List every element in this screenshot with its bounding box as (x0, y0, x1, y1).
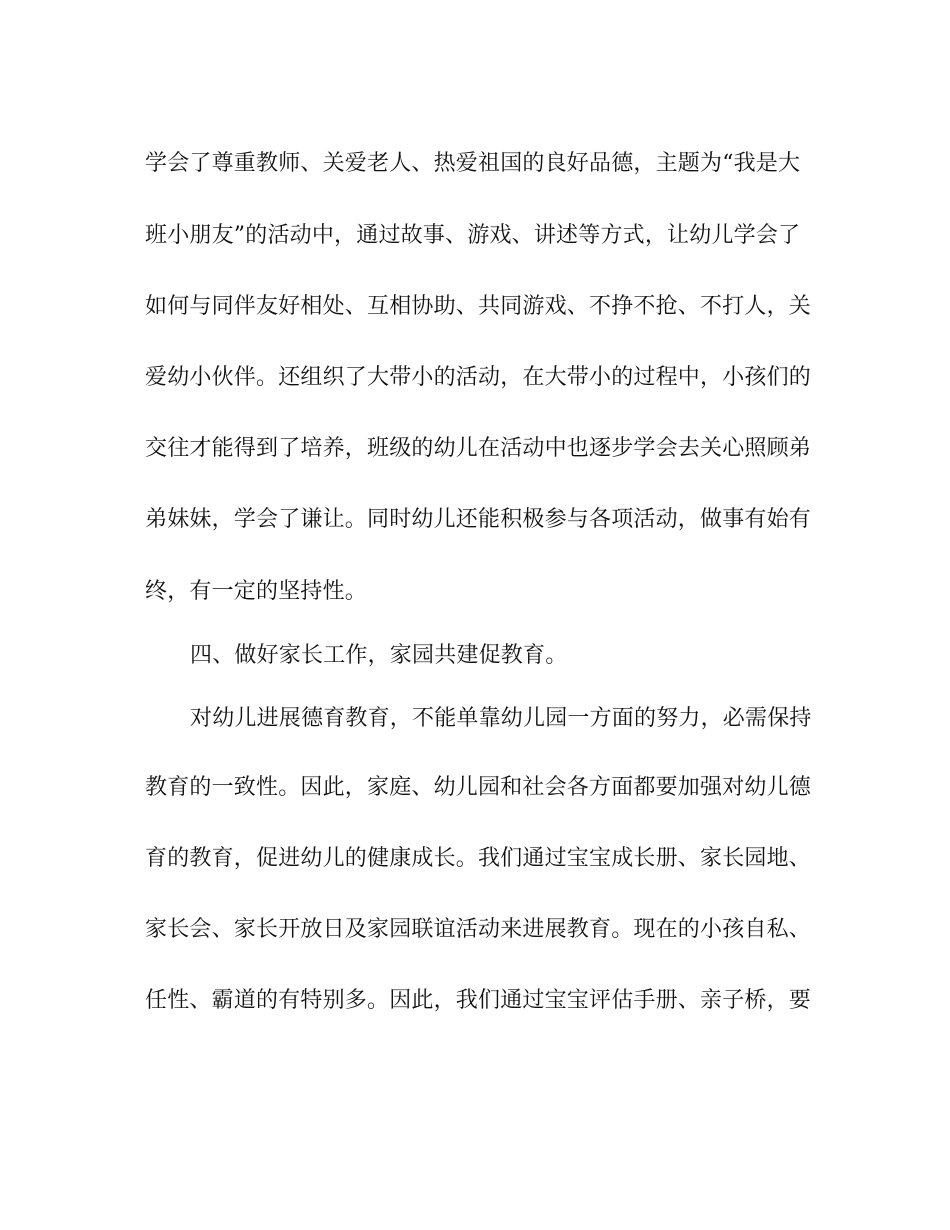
section-heading: 四、做好家长工作，家园共建促教育。 (190, 643, 568, 668)
paragraph-line-12: 任性、霸道的有特别多。因此，我们通过宝宝评估手册、亲子桥，要 (145, 988, 812, 1013)
paragraph-line-2: 班小朋友”的活动中，通过故事、游戏、讲述等方式，让幼儿学会了 (145, 223, 801, 248)
paragraph-line-8: 对幼儿进展德育教育，不能单靠幼儿园一方面的努力，必需保持 (190, 706, 812, 731)
paragraph-line-9: 教育的一致性。因此，家庭、幼儿园和社会各方面都要加强对幼儿德 (145, 775, 812, 800)
paragraph-line-11: 家长会、家长开放日及家园联谊活动来进展教育。现在的小孩自私、 (145, 917, 812, 942)
paragraph-line-10: 育的教育，促进幼儿的健康成长。我们通过宝宝成长册、家长园地、 (145, 846, 812, 871)
paragraph-line-5: 交往才能得到了培养，班级的幼儿在活动中也逐步学会去关心照顾弟 (145, 436, 812, 461)
paragraph-line-6: 弟妹妹，学会了谦让。同时幼儿还能积极参与各项活动，做事有始有 (145, 507, 812, 532)
paragraph-line-7: 终，有一定的坚持性。 (145, 579, 368, 604)
paragraph-line-4: 爱幼小伙伴。还组织了大带小的活动，在大带小的过程中，小孩们的 (145, 365, 812, 390)
paragraph-line-3: 如何与同伴友好相处、互相协助、共同游戏、不挣不抢、不打人，关 (145, 294, 812, 319)
paragraph-line-1: 学会了尊重教师、关爱老人、热爱祖国的良好品德，主题为“我是大 (145, 151, 801, 176)
